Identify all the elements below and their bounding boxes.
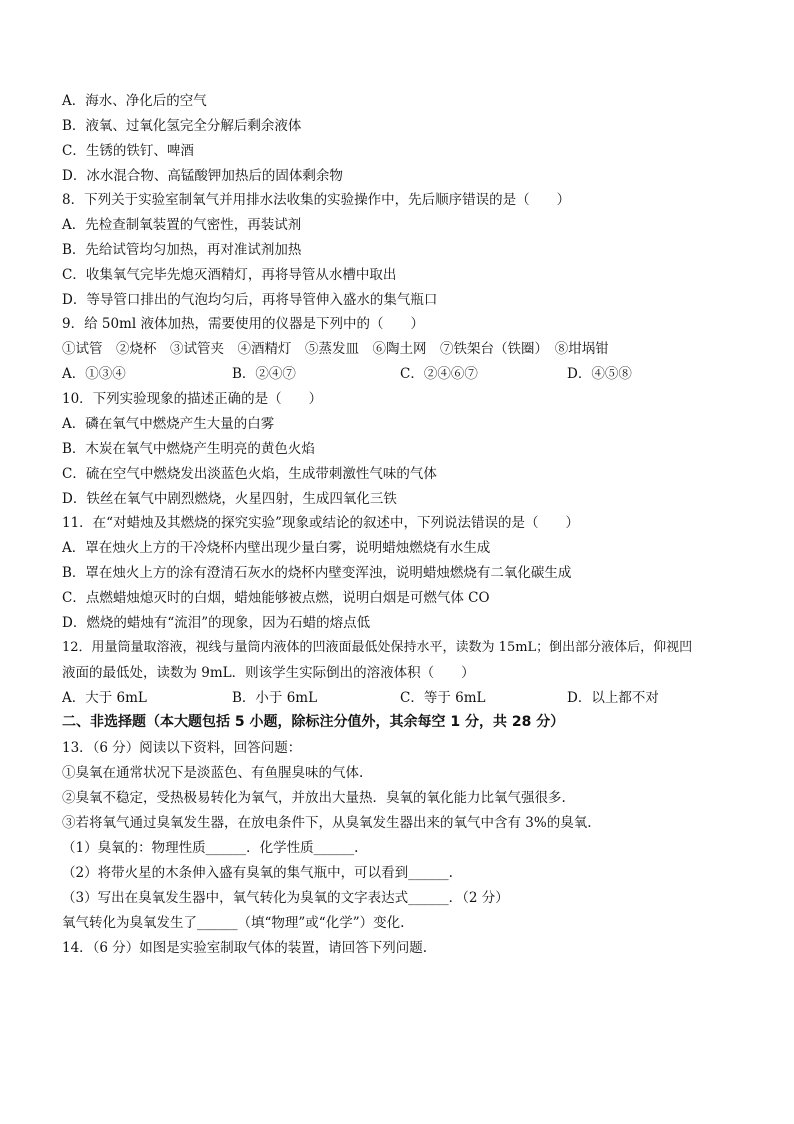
q13-material-2: ②臭氧不稳定，受热极易转化为氧气，并放出大量热．臭氧的氧化能力比氧气强很多.: [62, 790, 566, 806]
q7-option-b: B．液氧、过氧化氢完全分解后剩余液体: [62, 118, 302, 134]
q9-option-a: A．①③④: [62, 366, 126, 382]
q9-stem: 9．给 50ml 液体加热，需要使用的仪器是下列中的（ ）: [62, 316, 424, 332]
q13-stem: 13．（6 分）阅读以下资料，回答问题：: [62, 740, 302, 756]
q14-stem: 14．（6 分）如图是实验室制取气体的装置，请回答下列问题.: [62, 940, 428, 956]
q13-sub-question-2: （2）将带火星的木条伸入盛有臭氧的集气瓶中，可以看到______.: [62, 865, 453, 881]
q10-option-a: A．磷在氧气中燃烧产生大量的白雾: [62, 416, 275, 432]
q9-option-c: C．②④⑥⑦: [400, 366, 478, 382]
q7-option-c: C．生锈的铁钉、啤酒: [62, 143, 194, 159]
q7-option-a: A．海水、净化后的空气: [62, 93, 207, 109]
q12-option-d: D．以上都不对: [567, 690, 659, 706]
q13-material-1: ①臭氧在通常状况下是淡蓝色、有鱼腥臭味的气体.: [62, 765, 364, 781]
q12-stem-line2: 液面的最低处，读数为 9mL．则该学生实际倒出的溶液体积（ ）: [62, 665, 475, 681]
q8-option-a: A．先检查制氧装置的气密性，再装试剂: [62, 217, 302, 233]
q9-option-b: B．②④⑦: [232, 366, 296, 382]
q8-option-b: B．先给试管均匀加热，再对准试剂加热: [62, 242, 302, 258]
q10-option-d: D．铁丝在氧气中剧烈燃烧，火星四射，生成四氧化三铁: [62, 491, 397, 507]
q11-option-a: A．罩在烛火上方的干冷烧杯内壁出现少量白雾，说明蜡烛燃烧有水生成: [62, 540, 491, 556]
q11-option-c: C．点燃蜡烛熄灭时的白烟，蜡烛能够被点燃，说明白烟是可燃气体 CO: [62, 590, 490, 606]
q9-option-d: D．④⑤⑧: [567, 366, 632, 382]
q8-option-c: C．收集氧气完毕先熄灭酒精灯，再将导管从水槽中取出: [62, 267, 397, 283]
q11-option-d: D．燃烧的蜡烛有“流泪”的现象，因为石蜡的熔点低: [62, 615, 371, 631]
q12-option-c: C．等于 6mL: [400, 690, 486, 706]
q13-sub-question-1: （1）臭氧的：物理性质______．化学性质______.: [62, 840, 359, 856]
q12-option-a: A．大于 6mL: [62, 690, 147, 706]
q10-option-b: B．木炭在氧气中燃烧产生明亮的黄色火焰: [62, 441, 315, 457]
q12-stem-line1: 12．用量筒量取溶液，视线与量筒内液体的凹液面最低处保持水平，读数为 15mL；倒出部分液体后，仰视凹: [62, 640, 693, 655]
q12-option-b: B．小于 6mL: [232, 690, 318, 706]
q8-stem: 8．下列关于实验室制氧气并用排水法收集的实验操作中，先后顺序错误的是（ ）: [62, 192, 571, 208]
q9-instrument-list: ①试管 ②烧杯 ③试管夹 ④酒精灯 ⑤蒸发皿 ⑥陶土网 ⑦铁架台（铁圈） ⑧坩埚钳: [62, 341, 609, 357]
q7-option-d: D．冰水混合物、高锰酸钾加热后的固体剩余物: [62, 168, 343, 184]
q8-option-d: D．等导管口排出的气泡均匀后，再将导管伸入盛水的集气瓶口: [62, 292, 438, 308]
q13-material-3: ③若将氧气通过臭氧发生器，在放电条件下，从臭氧发生器出来的氧气中含有 3%的臭氧.: [62, 815, 592, 831]
q10-option-c: C．硫在空气中燃烧发出淡蓝色火焰，生成带刺激性气味的气体: [62, 466, 437, 482]
q13-sub-question-3-continued: 氧气转化为臭氧发生了______（填“物理”或“化学”）变化.: [62, 915, 405, 931]
q10-stem: 10．下列实验现象的描述正确的是（ ）: [62, 391, 323, 407]
q11-stem: 11．在“对蜡烛及其燃烧的探究实验”现象或结论的叙述中，下列说法错误的是（ ）: [62, 515, 579, 531]
q11-option-b: B．罩在烛火上方的涂有澄清石灰水的烧杯内壁变浑浊，说明蜡烛燃烧有二氧化碳生成: [62, 565, 572, 581]
section-2-heading: 二、非选择题（本大题包括 5 小题，除标注分值外，其余每空 1 分，共 28 分）: [62, 714, 565, 730]
q13-sub-question-3: （3）写出在臭氧发生器中，氧气转化为臭氧的文字表达式______．（2 分）: [62, 890, 509, 906]
